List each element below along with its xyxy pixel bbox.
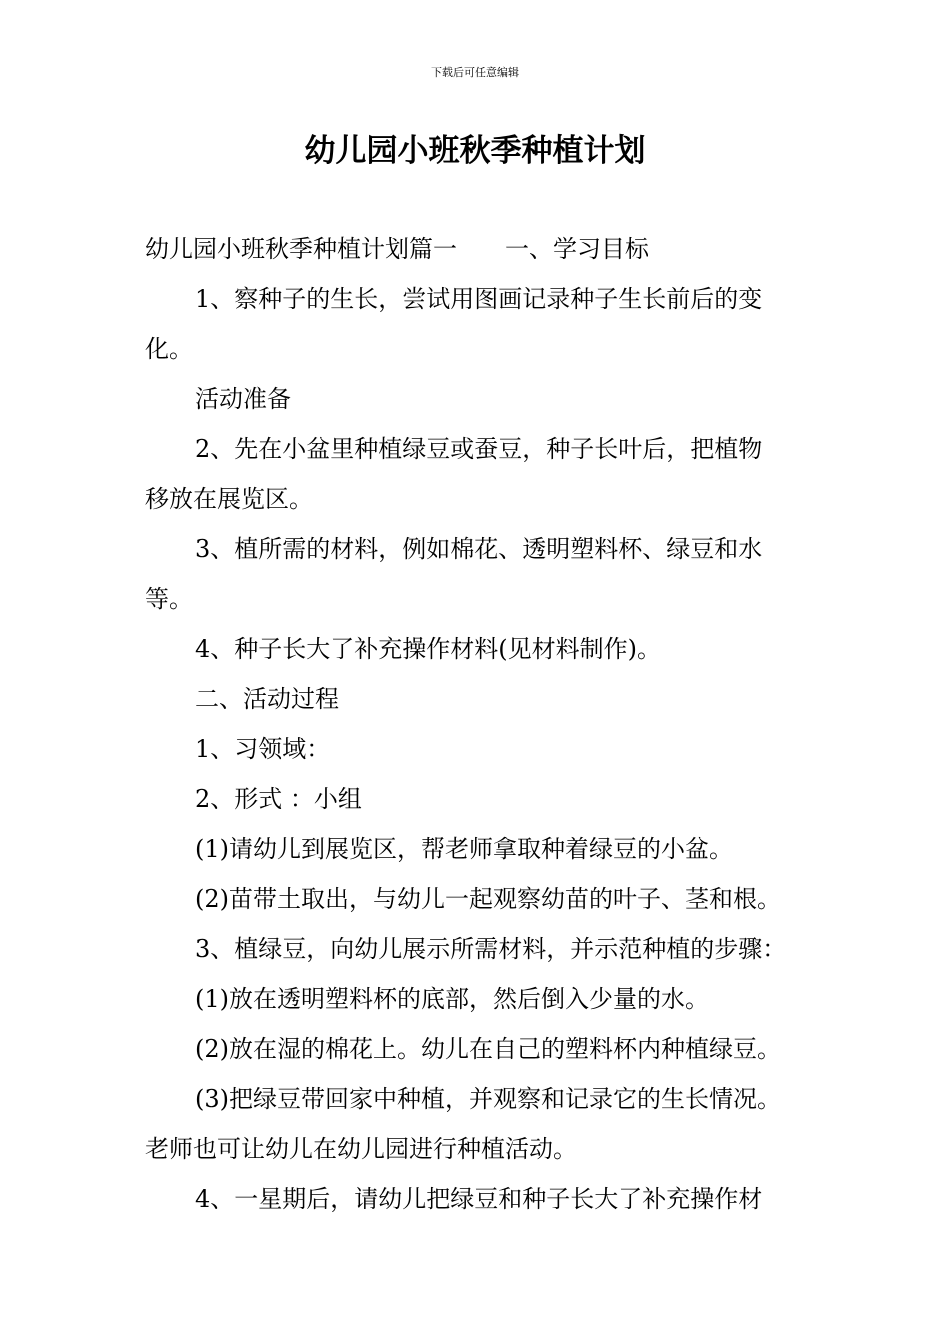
document-title: 幼儿园小班秋季种植计划 — [304, 133, 646, 169]
document-body — [145, 224, 815, 1224]
paragraph-line: (3)把绿豆带回家中种植，并观察和记录它的生长情况。 — [195, 1085, 781, 1113]
intro-left-text: 幼儿园小班秋季种植计划篇一 — [145, 235, 457, 263]
paragraph-line: (1)请幼儿到展览区，帮老师拿取种着绿豆的小盆。 — [195, 835, 733, 863]
paragraph-line: 1、察种子的生长，尝试用图画记录种子生长前后的变 — [195, 285, 763, 313]
paragraph-line: 化。 — [145, 335, 193, 363]
paragraph-line: 1、习领域： — [195, 735, 331, 763]
paragraph-line: (2)放在湿的棉花上。幼儿在自己的塑料杯内种植绿豆。 — [195, 1035, 781, 1063]
paragraph-line: 2、先在小盆里种植绿豆或蚕豆，种子长叶后，把植物 — [195, 435, 763, 463]
paragraph-line: 2、形式 ：小组 — [195, 785, 362, 813]
paragraph-line: 二、活动过程 — [195, 685, 339, 713]
header-note: 下载后可任意编辑 — [431, 66, 519, 79]
intro-paragraph — [145, 224, 815, 274]
paragraph-line: 移放在展览区。 — [145, 485, 313, 513]
paragraph-line: 老师也可让幼儿在幼儿园进行种植活动。 — [145, 1135, 577, 1163]
paragraph-line: 等。 — [145, 585, 193, 613]
intro-right-text: 一、学习目标 — [505, 235, 649, 263]
paragraph-line: (2)苗带土取出，与幼儿一起观察幼苗的叶子、茎和根。 — [195, 885, 781, 913]
paragraph-line: (1)放在透明塑料杯的底部，然后倒入少量的水。 — [195, 985, 709, 1013]
paragraph-line: 活动准备 — [195, 385, 291, 413]
paragraph-line: 4、一星期后，请幼儿把绿豆和种子长大了补充操作材 — [195, 1185, 763, 1213]
paragraph-line: 3、植绿豆，向幼儿展示所需材料，并示范种植的步骤： — [195, 935, 787, 963]
paragraph-list — [145, 274, 815, 1224]
paragraph-line: 3、植所需的材料，例如棉花、透明塑料杯、绿豆和水 — [195, 535, 763, 563]
paragraph-line: 4、种子长大了补充操作材料(见材料制作)。 — [195, 635, 661, 663]
